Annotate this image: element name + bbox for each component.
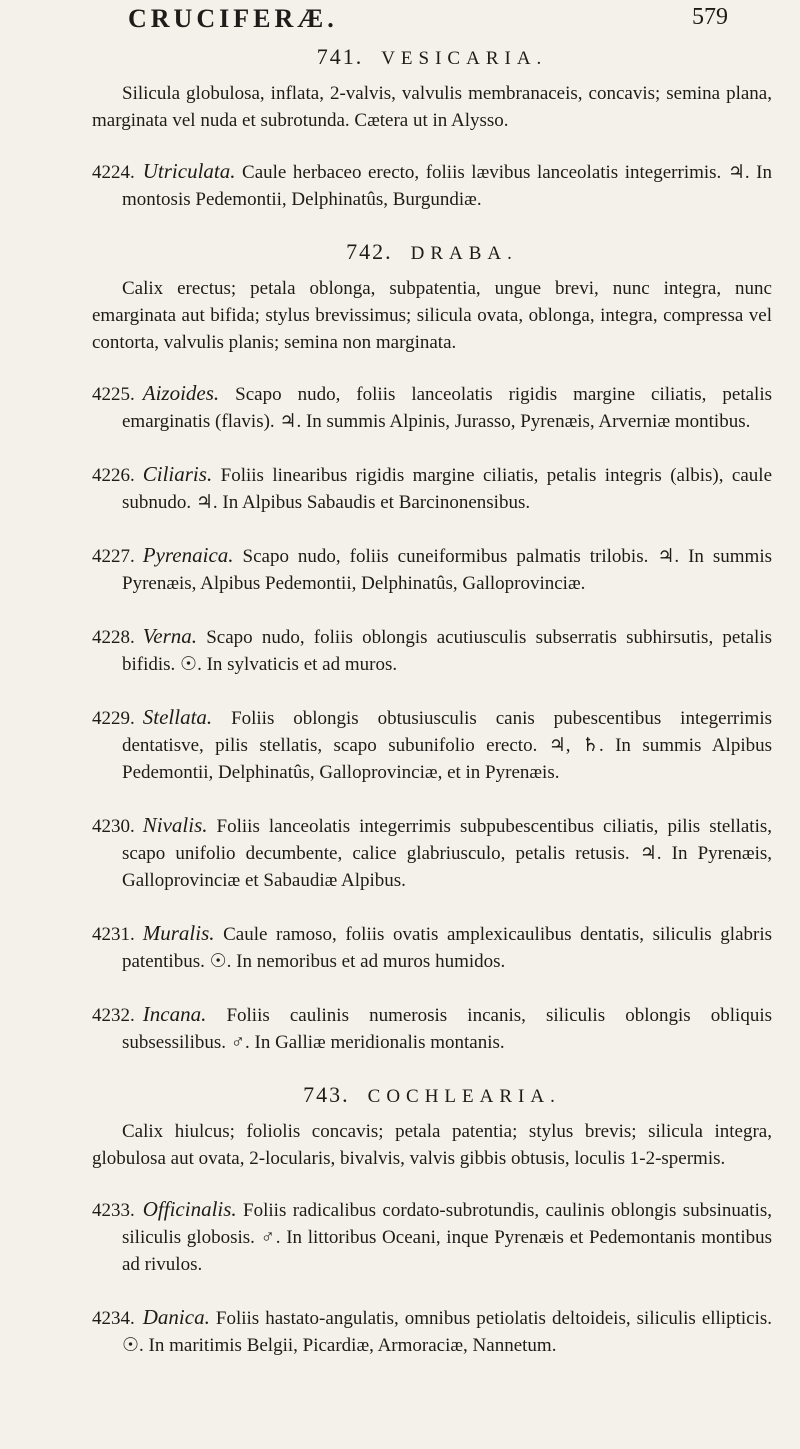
genus-description: Calix hiulcus; foliolis concavis; petala patentia; stylus brevis; silicula integra, globulosa aut ovata, 2-locularis, bivalvis, valvis gibbis obtusis, loculis 1-2-spermis. xyxy=(92,1121,772,1169)
species-entry xyxy=(92,920,772,975)
genus-description: Calix erectus; petala oblonga, subpatentia, ungue brevi, nunc integra, nunc emarginata aut bifida; stylus brevissimus; silicula ovata, oblonga, integra, compressa vel contorta, valvulis planis; semina non marginata. xyxy=(92,278,772,353)
genus-heading xyxy=(92,44,772,72)
running-head xyxy=(128,4,728,38)
species-number: 4233. xyxy=(92,1200,135,1221)
genus-number: 743. xyxy=(303,1082,350,1107)
genus-section xyxy=(92,44,772,213)
genus-description: Silicula globulosa, inflata, 2-valvis, valvulis membranaceis, concavis; semina plana, marginata vel nuda et subrotunda. Cætera ut in Alysso. xyxy=(92,83,772,131)
species-entry xyxy=(92,158,772,213)
species-text: Caule ramoso, foliis ovatis amplexicaulibus dentatis, siliculis glabris patentibus. ☉. In nemoribus et ad muros humidos. xyxy=(122,924,773,972)
species-name: Incana. xyxy=(142,1002,207,1026)
species-entry xyxy=(92,542,772,597)
species-text: Scapo nudo, foliis cuneiformibus palmatis trilobis. ♃. In summis Pyrenæis, Alpibus Pedemontii, Delphinatûs, Galloprovinciæ. xyxy=(122,546,772,594)
species-name: Utriculata. xyxy=(142,159,236,183)
species-text: Foliis linearibus rigidis margine ciliatis, petalis integris (albis), caule subnudo. ♃. In Alpibus Sabaudis et Barcinonensibus. xyxy=(122,465,773,513)
genus-section xyxy=(92,1082,772,1359)
species-entry xyxy=(92,623,772,678)
genus-name: COCHLEARIA. xyxy=(367,1086,561,1107)
species-name: Aizoides. xyxy=(142,381,220,405)
genus-number: 742. xyxy=(346,239,393,264)
species-entry xyxy=(92,1304,772,1359)
page-body xyxy=(92,44,772,1385)
species-number: 4226. xyxy=(92,465,135,486)
page-number: 579 xyxy=(692,4,728,30)
species-number: 4224. xyxy=(92,162,135,183)
species-name: Pyrenaica. xyxy=(142,543,234,567)
genus-heading xyxy=(92,239,772,267)
species-entry xyxy=(92,704,772,786)
species-number: 4230. xyxy=(92,816,135,837)
genus-section xyxy=(92,239,772,1056)
species-number: 4225. xyxy=(92,384,135,405)
species-text: Foliis caulinis numerosis incanis, siliculis oblongis obliquis subsessilibus. ♂. In Galliæ meridionalis montanis. xyxy=(122,1005,773,1053)
species-name: Nivalis. xyxy=(142,813,208,837)
species-number: 4234. xyxy=(92,1308,135,1329)
species-entry xyxy=(92,1001,772,1056)
species-entry xyxy=(92,1196,772,1278)
species-number: 4229. xyxy=(92,708,135,729)
species-entry xyxy=(92,812,772,894)
species-name: Ciliaris. xyxy=(142,462,213,486)
species-name: Stellata. xyxy=(142,705,213,729)
species-number: 4231. xyxy=(92,924,135,945)
species-text: Foliis hastato-angulatis, omnibus petiolatis deltoideis, siliculis ellipticis. ☉. In maritimis Belgii, Picardiæ, Armoraciæ, Nannetum. xyxy=(122,1308,773,1356)
genus-heading xyxy=(92,1082,772,1110)
species-text: Scapo nudo, foliis oblongis acutiusculis subserratis subhirsutis, petalis bifidis. ☉. In sylvaticis et ad muros. xyxy=(122,627,773,675)
species-text: Scapo nudo, foliis lanceolatis rigidis margine ciliatis, petalis emarginatis (flavis). ♃. In summis Alpinis, Jurasso, Pyrenæis, Arverniæ montibus. xyxy=(122,384,772,432)
species-name: Officinalis. xyxy=(142,1197,237,1221)
genus-number: 741. xyxy=(316,44,364,69)
species-entry xyxy=(92,380,772,435)
species-text: Caule herbaceo erecto, foliis lævibus lanceolatis integerrimis. ♃. In montosis Pedemontii, Delphinatûs, Burgundiæ. xyxy=(122,162,772,210)
species-number: 4232. xyxy=(92,1005,135,1026)
species-entry xyxy=(92,461,772,516)
genus-name: DRABA. xyxy=(410,243,518,264)
species-name: Danica. xyxy=(142,1305,210,1329)
species-number: 4228. xyxy=(92,627,135,648)
species-text: Foliis radicalibus cordato-subrotundis, caulinis oblongis subsinuatis, siliculis globosis. ♂. In littoribus Oceani, inque Pyrenæis et Pedemontanis montibus ad rivulos. xyxy=(122,1200,772,1275)
species-text: Foliis oblongis obtusiusculis canis pubescentibus integerrimis dentatisve, pilis stellatis, scapo subunifolio erecto. ♃, ♄. In summis Alpibus Pedemontii, Delphinatûs, Galloprovinciæ, et in Pyrenæis. xyxy=(122,708,772,783)
genus-name: VESICARIA. xyxy=(381,48,548,69)
running-title: CRUCIFERÆ. xyxy=(128,4,338,33)
species-name: Muralis. xyxy=(142,921,215,945)
species-name: Verna. xyxy=(142,624,197,648)
species-text: Foliis lanceolatis integerrimis subpubescentibus ciliatis, pilis stellatis, scapo unifolio decumbente, calice glabriusculo, petalis retusis. ♃. In Pyrenæis, Galloprovinciæ et Sabaudiæ Alpibus. xyxy=(122,816,773,891)
species-number: 4227. xyxy=(92,546,135,567)
